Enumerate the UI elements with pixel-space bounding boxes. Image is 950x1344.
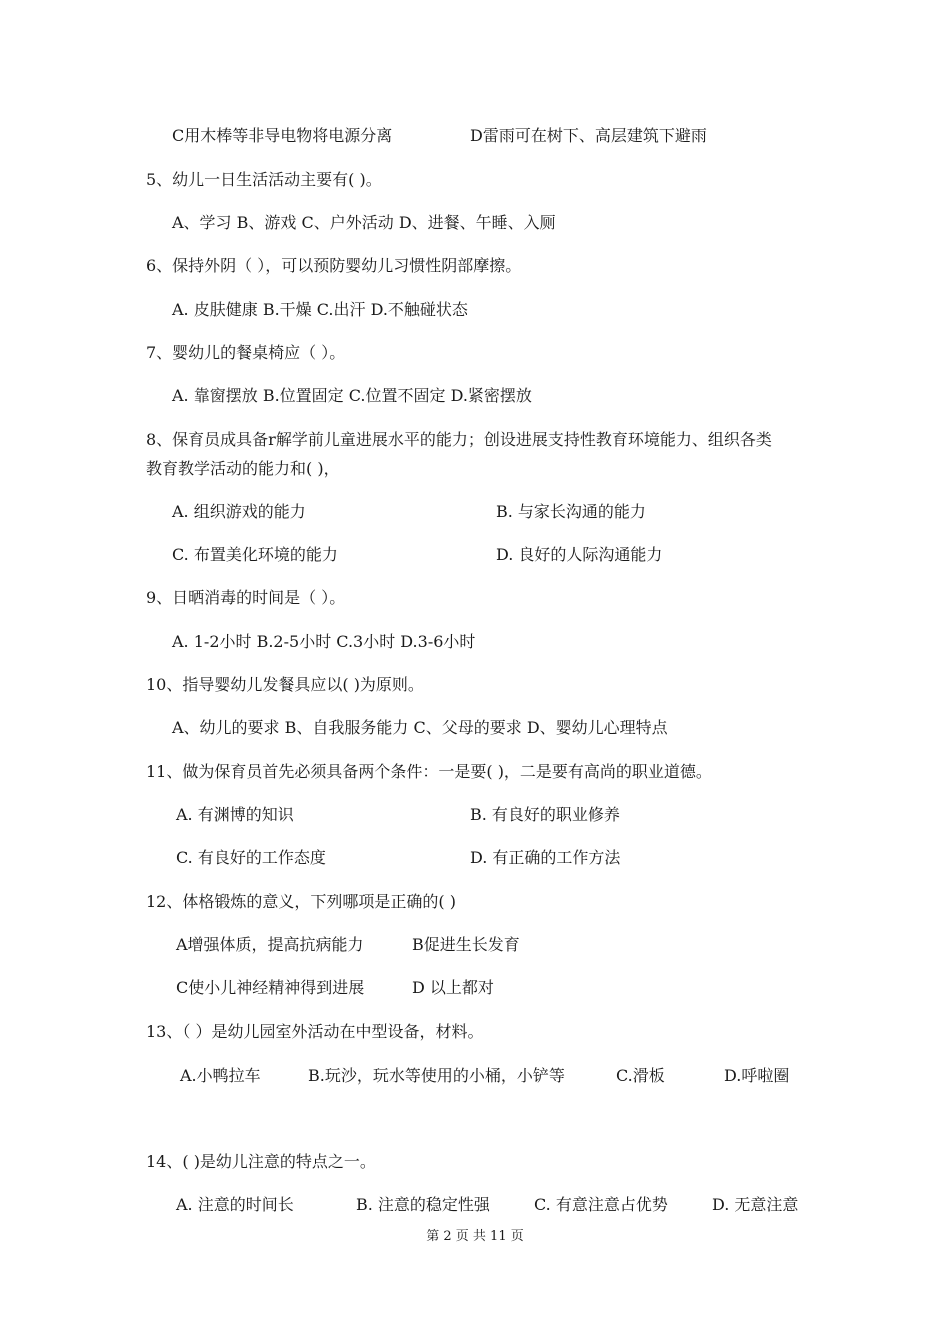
q12-option-a: A增强体质，提高抗病能力 <box>176 935 364 954</box>
q14-stem: 14、( )是幼儿注意的特点之一。 <box>146 1152 376 1171</box>
q8-option-c: C. 布置美化环境的能力 <box>172 545 338 564</box>
q8-option-b: B. 与家长沟通的能力 <box>496 502 646 521</box>
q14-option-d: D. 无意注意 <box>712 1195 799 1214</box>
q12-option-b: B促进生长发育 <box>412 935 520 954</box>
q11-option-d: D. 有正确的工作方法 <box>470 848 621 867</box>
q10-stem: 10、指导婴幼儿发餐具应以( )为原则。 <box>146 675 424 694</box>
q7-options: A. 靠窗摆放 B.位置固定 C.位置不固定 D.紧密摆放 <box>172 386 532 405</box>
q5-stem: 5、幼儿一日生活活动主要有( )。 <box>146 170 382 189</box>
q13-option-a: A.小鸭拉车 <box>180 1066 261 1085</box>
q4-option-c: C用木棒等非导电物将电源分离 <box>172 126 393 145</box>
q8-stem-line1: 8、保育员成具备r解学前儿童进展水平的能力；创设进展支持性教育环境能力、组织各类 <box>146 430 772 449</box>
q9-stem: 9、日晒消毒的时间是（ ）。 <box>146 588 346 607</box>
q11-option-a: A. 有渊博的知识 <box>176 805 294 824</box>
q8-option-a: A. 组织游戏的能力 <box>172 502 306 521</box>
q6-stem: 6、保持外阴（ ），可以预防婴幼儿习惯性阴部摩擦。 <box>146 256 522 275</box>
q13-option-b: B.玩沙，玩水等使用的小桶，小铲等 <box>308 1066 565 1085</box>
q8-option-d: D. 良好的人际沟通能力 <box>496 545 663 564</box>
q14-option-c: C. 有意注意占优势 <box>534 1195 668 1214</box>
q4-option-d: D雷雨可在树下、高层建筑下避雨 <box>470 126 707 145</box>
q12-option-c: C使小儿神经精神得到进展 <box>176 978 365 997</box>
q12-stem: 12、体格锻炼的意义，下列哪项是正确的( ) <box>146 892 456 911</box>
q12-option-d: D 以上都对 <box>412 978 494 997</box>
q10-options: A、幼儿的要求 B、自我服务能力 C、父母的要求 D、婴幼儿心理特点 <box>172 718 668 737</box>
q7-stem: 7、婴幼儿的餐桌椅应（ ）。 <box>146 343 346 362</box>
q13-stem: 13、（ ）是幼儿园室外活动在中型设备，材料。 <box>146 1022 484 1041</box>
q11-option-b: B. 有良好的职业修养 <box>470 805 620 824</box>
q6-options: A. 皮肤健康 B.干燥 C.出汗 D.不触碰状态 <box>172 300 468 319</box>
q14-option-a: A. 注意的时间长 <box>176 1195 294 1214</box>
q9-options: A. 1-2小时 B.2-5小时 C.3小时 D.3-6小时 <box>172 632 476 651</box>
q5-options: A、学习 B、游戏 C、户外活动 D、进餐、午睡、入厕 <box>172 213 556 232</box>
q13-option-c: C.滑板 <box>616 1066 665 1085</box>
q11-option-c: C. 有良好的工作态度 <box>176 848 326 867</box>
q14-option-b: B. 注意的稳定性强 <box>356 1195 490 1214</box>
page-number-footer: 第 2 页 共 11 页 <box>426 1229 524 1244</box>
q13-option-d: D.呼啦圈 <box>724 1066 790 1085</box>
q11-stem: 11、做为保育员首先必须具备两个条件：一是要( )，二是要有高尚的职业道德。 <box>146 762 712 781</box>
q8-stem-line2: 教育教学活动的能力和( )， <box>146 459 340 478</box>
